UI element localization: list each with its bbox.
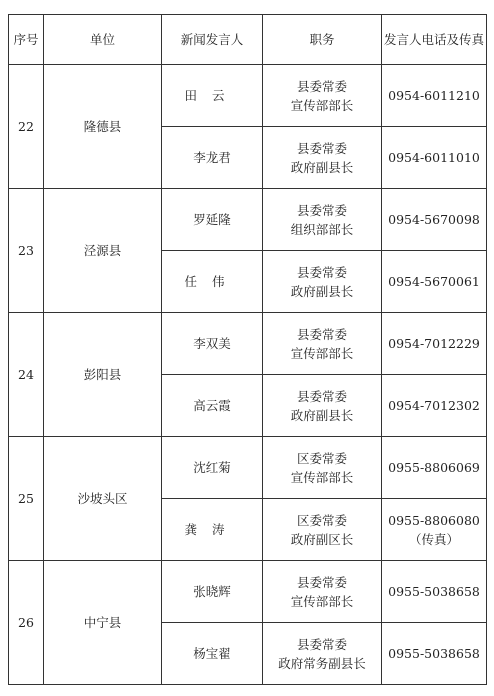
title-line-1: 县委常委 [296, 326, 347, 342]
title-line-2: 政府副县长 [290, 283, 354, 299]
spokesperson-name: 龚涛 [162, 499, 263, 561]
title-cell [263, 375, 382, 437]
phone-number: 0954-5670098 [388, 212, 480, 227]
phone-cell [382, 251, 487, 313]
title-line-2: 宣传部部长 [290, 469, 354, 485]
spokesperson-name: 李龙君 [162, 127, 263, 189]
table-body [9, 65, 487, 685]
row-number: 22 [9, 65, 44, 189]
unit-name: 中宁县 [44, 561, 162, 685]
title-line-1: 县委常委 [296, 264, 347, 280]
title-line-1: 县委常委 [296, 574, 347, 590]
table-row [9, 189, 487, 251]
phone-cell [382, 499, 487, 561]
row-number: 25 [9, 437, 44, 561]
title-cell [263, 251, 382, 313]
header-row [9, 15, 487, 65]
phone-number: 0954-6011210 [388, 88, 480, 103]
row-number: 24 [9, 313, 44, 437]
title-line-2: 政府副县长 [290, 407, 354, 423]
title-line-2: 政府副县长 [290, 159, 354, 175]
title-line-1: 县委常委 [296, 388, 347, 404]
title-cell [263, 127, 382, 189]
row-number: 23 [9, 189, 44, 313]
title-line-1: 区委常委 [296, 512, 347, 528]
phone-cell [382, 65, 487, 127]
title-line-2: 政府常务副县长 [278, 655, 366, 671]
title-line-2: 宣传部部长 [290, 593, 354, 609]
title-line-2: 政府副区长 [290, 531, 354, 547]
phone-cell [382, 623, 487, 685]
table-row [9, 313, 487, 375]
phone-number: 0954-7012229 [388, 336, 480, 351]
spokesperson-name: 田云 [162, 65, 263, 127]
unit-name: 泾源县 [44, 189, 162, 313]
title-cell [263, 313, 382, 375]
title-cell [263, 437, 382, 499]
title-line-2: 宣传部部长 [290, 345, 354, 361]
title-line-1: 县委常委 [296, 78, 347, 94]
phone-cell [382, 127, 487, 189]
unit-name: 彭阳县 [44, 313, 162, 437]
table-row [9, 65, 487, 127]
table-row [9, 437, 487, 499]
title-line-1: 县委常委 [296, 636, 347, 652]
fax-note: （传真） [408, 531, 459, 547]
phone-cell [382, 437, 487, 499]
phone-cell [382, 561, 487, 623]
phone-cell [382, 375, 487, 437]
unit-name: 沙坡头区 [44, 437, 162, 561]
title-cell [263, 499, 382, 561]
col-header-phone: 发言人电话及传真 [382, 15, 487, 65]
title-cell [263, 65, 382, 127]
spokesperson-name: 张晓辉 [162, 561, 263, 623]
phone-number: 0955-5038658 [388, 646, 480, 661]
col-header-spokesperson: 新闻发言人 [162, 15, 263, 65]
title-line-2: 组织部部长 [290, 221, 354, 237]
phone-cell [382, 313, 487, 375]
phone-number: 0955-8806069 [388, 460, 480, 475]
phone-number: 0954-7012302 [388, 398, 480, 413]
spokesperson-name: 李双美 [162, 313, 263, 375]
title-line-1: 县委常委 [296, 140, 347, 156]
spokesperson-name: 沈红菊 [162, 437, 263, 499]
spokesperson-name: 任伟 [162, 251, 263, 313]
col-header-no: 序号 [9, 15, 44, 65]
phone-cell [382, 189, 487, 251]
spokesperson-name: 杨宝翟 [162, 623, 263, 685]
title-cell [263, 189, 382, 251]
phone-number: 0955-8806080 [388, 512, 480, 528]
title-cell [263, 623, 382, 685]
spokesperson-table [8, 14, 487, 685]
spokesperson-name: 罗延隆 [162, 189, 263, 251]
col-header-title: 职务 [263, 15, 382, 65]
col-header-unit: 单位 [44, 15, 162, 65]
spokesperson-name: 高云霞 [162, 375, 263, 437]
row-number: 26 [9, 561, 44, 685]
table-row [9, 561, 487, 623]
phone-number: 0954-6011010 [388, 150, 480, 165]
title-line-1: 区委常委 [296, 450, 347, 466]
unit-name: 隆德县 [44, 65, 162, 189]
title-line-1: 县委常委 [296, 202, 347, 218]
title-line-2: 宣传部部长 [290, 97, 354, 113]
title-cell [263, 561, 382, 623]
phone-number: 0955-5038658 [388, 584, 480, 599]
phone-number: 0954-5670061 [388, 274, 480, 289]
